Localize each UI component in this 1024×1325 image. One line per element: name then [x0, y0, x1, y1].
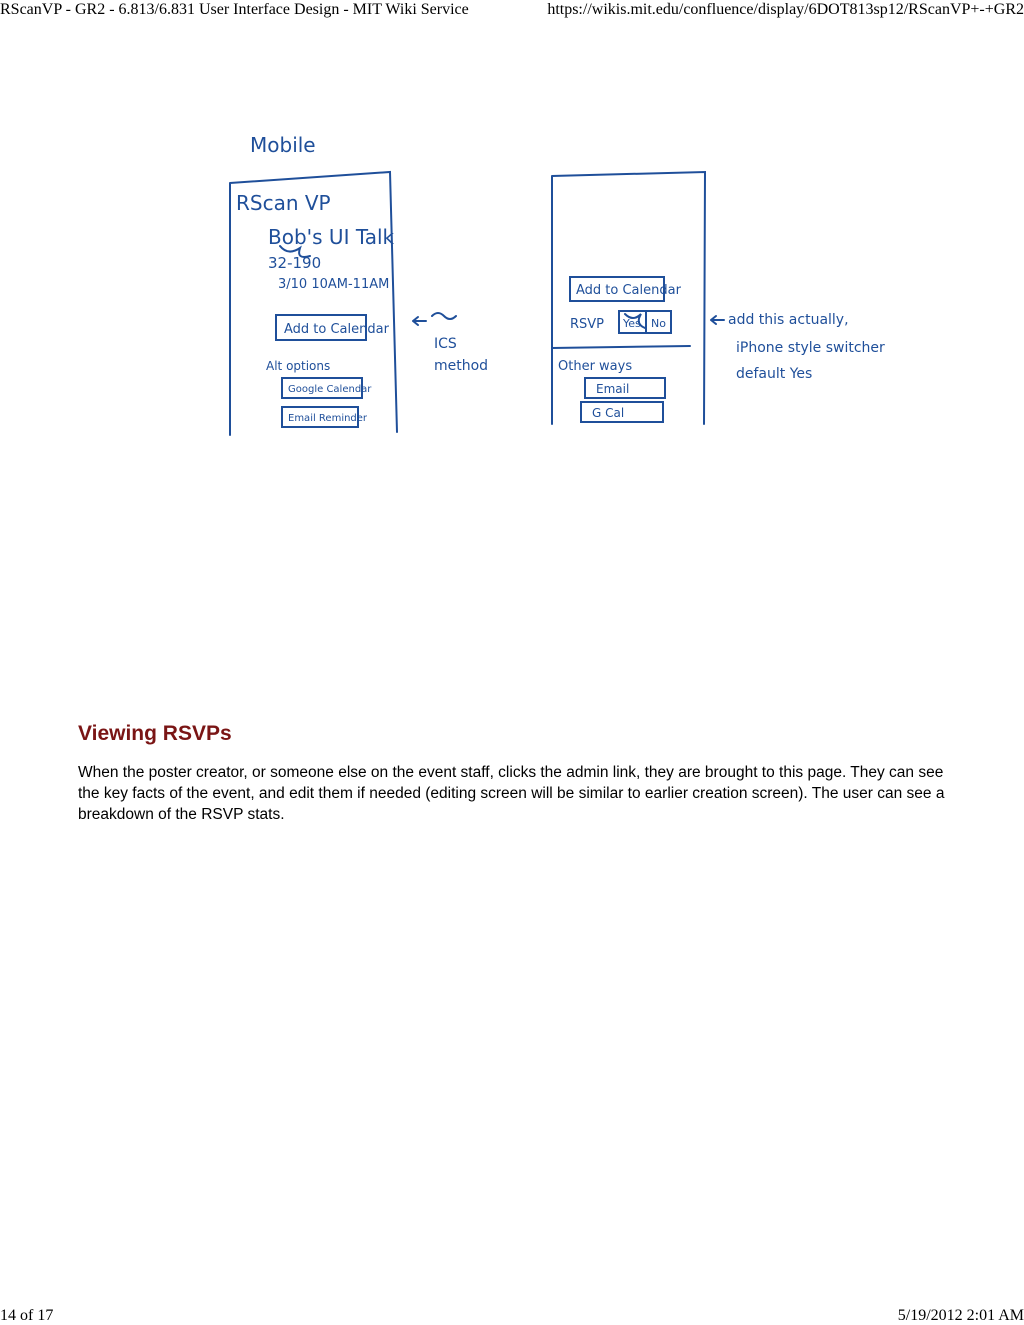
left-note-line-1: ICS: [434, 336, 457, 352]
right-rsvp-label: RSVP: [570, 317, 605, 332]
footer-page: 14 of 17: [0, 1307, 54, 1324]
left-event-title: Bob's UI Talk: [268, 225, 395, 249]
left-note-line-2: method: [434, 358, 489, 374]
left-location: 32-190: [268, 254, 322, 272]
left-google-calendar: Google Calendar: [288, 384, 372, 395]
right-arrow: [711, 316, 724, 324]
left-datetime: 3/10 10AM-11AM: [278, 277, 390, 292]
right-note-line-3: default Yes: [736, 366, 813, 382]
right-email: Email: [596, 382, 630, 396]
right-divider: [552, 346, 690, 348]
section-heading: Viewing RSVPs: [78, 722, 232, 745]
left-add-calendar: Add to Calendar: [284, 322, 389, 337]
right-note-line-1: add this actually,: [728, 312, 849, 328]
sketch-image: [100, 80, 930, 690]
right-gcal: G Cal: [592, 406, 625, 420]
section-paragraph: When the poster creator, or someone else on the event staff, clicks the admin link, they are brought to this page. They can see the key facts of the event, and edit them if needed (editing screen will be similar to earlier creation screen). The user can see a breakdown of the RSVP stats.: [78, 764, 945, 823]
left-email-reminder: Email Reminder: [288, 413, 368, 424]
header-url[interactable]: https://wikis.mit.edu/confluence/display/6DOT813sp12/RScanVP+-+GR2: [547, 1, 1024, 18]
footer-timestamp: 5/19/2012 2:01 AM: [897, 1307, 1024, 1324]
mobile-label: Mobile: [250, 133, 316, 157]
header-title: RScanVP - GR2 - 6.813/6.831 User Interface Design - MIT Wiki Service: [0, 1, 469, 18]
left-app-name: RScan VP: [236, 191, 331, 215]
right-add-calendar: Add to Calendar: [576, 283, 681, 298]
left-arrow: [413, 317, 426, 325]
right-other-ways: Other ways: [558, 359, 633, 374]
left-alt-options: Alt options: [266, 359, 331, 373]
right-note-line-2: iPhone style switcher: [736, 340, 885, 356]
right-toggle-yes: Yes: [623, 317, 641, 330]
right-toggle-no: No: [651, 317, 666, 330]
